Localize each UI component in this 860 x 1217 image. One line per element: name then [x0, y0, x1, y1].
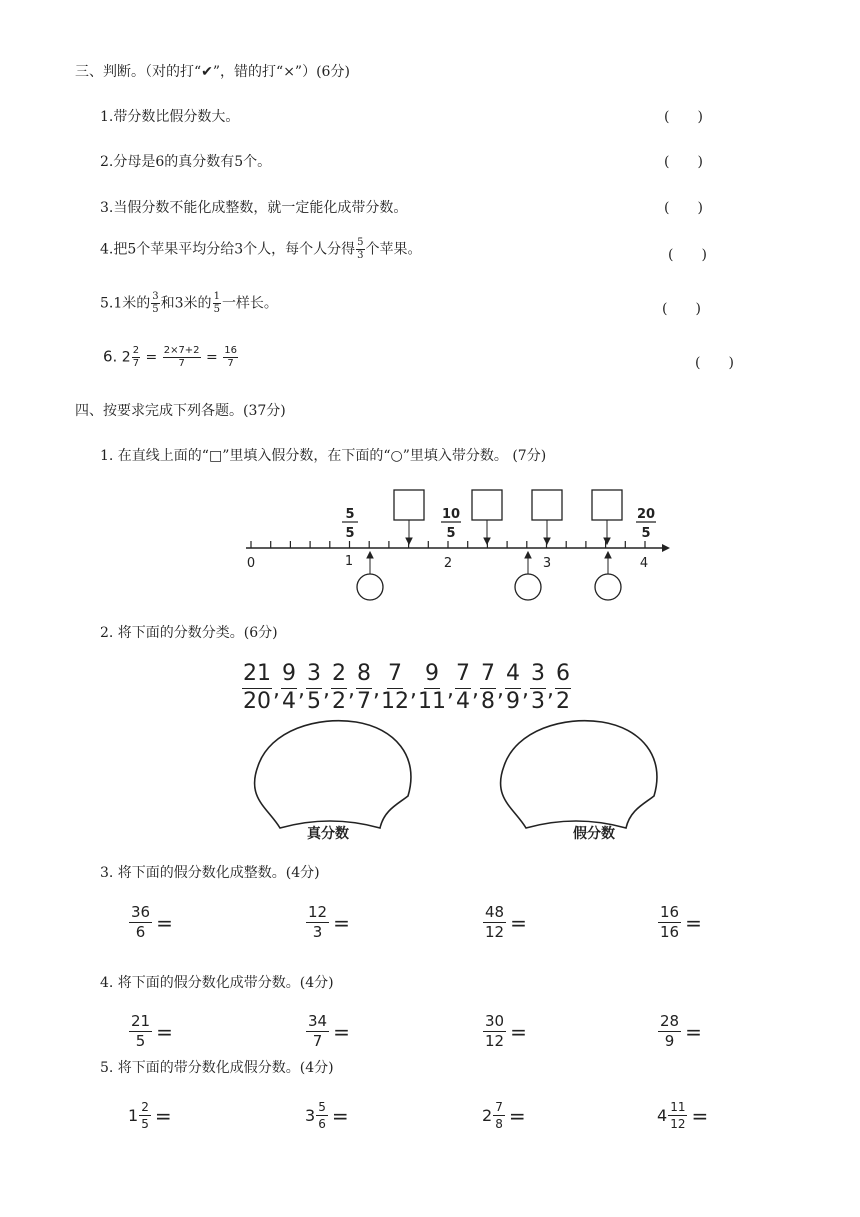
answer-box[interactable]: [592, 490, 622, 520]
q5-item: [305, 1101, 349, 1130]
equals-sign: =: [333, 1019, 350, 1044]
q3-item: [482, 905, 527, 940]
q2-text: 2. 将下面的分数分类。(6分): [100, 625, 278, 641]
up-arrows: [367, 552, 611, 574]
judge-item-5: [100, 292, 278, 315]
equals-sign: =: [510, 1019, 527, 1044]
comma: ,: [373, 677, 380, 702]
fraction: $\frac{5}{6}$: [318, 1100, 326, 1131]
equals-sign: =: [333, 910, 350, 935]
equals-sign: =: [508, 1103, 526, 1128]
frac-denominator: 5: [345, 526, 355, 541]
mixed-whole: 1: [128, 1106, 139, 1125]
equals-sign: =: [331, 1103, 349, 1128]
q4-text: 4. 将下面的假分数化成带分数。(4分): [100, 975, 334, 991]
answer-circle[interactable]: [357, 574, 383, 600]
set-label-improper: 假分数: [573, 826, 615, 842]
q4-item: [305, 1014, 350, 1049]
comma: ,: [410, 677, 417, 702]
comma: ,: [447, 677, 454, 702]
equals-sign: =: [510, 910, 527, 935]
mixed-whole: 4: [657, 1106, 668, 1125]
fraction-item: 7 8: [481, 663, 495, 709]
fraction: $\frac{3}{5}$: [152, 291, 159, 315]
ticks: [251, 541, 645, 548]
answer-paren-3[interactable]: ( ): [664, 200, 703, 216]
fraction: $\frac{1}{5}$: [213, 291, 220, 315]
item5-text-post: 一样长。: [221, 295, 278, 312]
q4-item: [657, 1014, 702, 1049]
fraction: $\frac{28}{9}$: [660, 1012, 680, 1050]
fraction: $\frac{2}{7}$: [132, 345, 140, 369]
equals-sign: =: [156, 910, 173, 935]
judge-item-3: 3.当假分数不能化成整数，就一定能化成带分数。: [100, 200, 408, 216]
fraction-item: 3 3: [531, 663, 545, 709]
section4-title: 四、按要求完成下列各题。(37分): [75, 403, 286, 419]
fraction-list: [242, 663, 571, 709]
comma: ,: [472, 677, 479, 702]
fraction: $\frac{36}{6}$: [131, 903, 151, 941]
q4-item: [128, 1014, 173, 1049]
answer-circle[interactable]: [515, 574, 541, 600]
frac-denominator: 5: [641, 526, 651, 541]
improper-fraction-set[interactable]: [501, 721, 657, 828]
fraction: $\frac{7}{8}$: [495, 1100, 503, 1131]
item5-text-pre: 5.1米的: [100, 295, 151, 312]
fraction-item: 4 9: [506, 663, 520, 709]
item4-text-pre: 4.把5个苹果平均分给3个人，每个人分得: [100, 241, 356, 258]
answer-box[interactable]: [472, 490, 502, 520]
q3-text: 3. 将下面的假分数化成整数。(4分): [100, 865, 320, 881]
tick-label: 1: [344, 554, 354, 569]
q5-item: [482, 1101, 526, 1130]
tick-label: 4: [639, 556, 649, 571]
comma: ,: [348, 677, 355, 702]
item6-number: 6.: [103, 347, 118, 366]
comma: ,: [298, 677, 305, 702]
item4-text-post: 个苹果。: [365, 241, 422, 258]
tick-labels: [247, 554, 648, 571]
fraction-item: 9 11: [418, 663, 446, 709]
comma: ,: [522, 677, 529, 702]
answer-box[interactable]: [394, 490, 424, 520]
answer-circles: [357, 574, 621, 600]
q5-item: [128, 1101, 172, 1130]
q1-text: 1. 在直线上面的“□”里填入假分数，在下面的“○”里填入带分数。 (7分): [100, 448, 547, 464]
boxes: [394, 490, 622, 520]
answer-paren-6[interactable]: ( ): [695, 355, 734, 371]
frac-numerator: 20: [636, 507, 656, 522]
comma: ,: [547, 677, 554, 702]
proper-fraction-set[interactable]: [255, 721, 411, 828]
equals-sign: =: [206, 349, 218, 366]
fraction-item: 3 5: [307, 663, 321, 709]
down-arrows: [406, 520, 610, 544]
q4-item: [482, 1014, 527, 1049]
judge-item-6: [103, 346, 239, 369]
fraction: $\frac{21}{5}$: [131, 1012, 151, 1050]
comma: ,: [497, 677, 504, 702]
fraction: $\frac{12}{3}$: [308, 903, 328, 941]
q3-item: [128, 905, 173, 940]
fraction: $\frac{11}{12}$: [670, 1100, 686, 1131]
answer-paren-1[interactable]: ( ): [664, 109, 703, 125]
equals-sign: =: [685, 1019, 702, 1044]
fraction: $\frac{48}{12}$: [485, 903, 505, 941]
q5-item: [657, 1101, 708, 1130]
fraction: $\frac{16}{16}$: [660, 903, 680, 941]
equals-sign: =: [685, 910, 702, 935]
equals-sign: =: [691, 1103, 709, 1128]
set-label-proper: 真分数: [307, 826, 349, 842]
comma: ,: [273, 677, 280, 702]
answer-box[interactable]: [532, 490, 562, 520]
judge-item-1: 1.带分数比假分数大。: [100, 109, 240, 125]
equals-sign: =: [156, 1019, 173, 1044]
arrow-head: [662, 544, 670, 552]
answer-paren-4[interactable]: ( ): [668, 247, 707, 263]
classification-sets: [248, 718, 668, 848]
number-line-diagram: [240, 486, 670, 606]
q3-item: [305, 905, 350, 940]
frac-numerator: 5: [345, 507, 355, 522]
frac-numerator: 10: [441, 507, 461, 522]
fraction-item: 7 4: [456, 663, 470, 709]
frac-denominator: 5: [446, 526, 456, 541]
equals-sign: =: [145, 349, 158, 366]
answer-circle[interactable]: [595, 574, 621, 600]
tick-label: 0: [246, 556, 256, 571]
q3-item: [657, 905, 702, 940]
fraction: $\frac{2\times 7+2}{7}$: [163, 345, 200, 369]
fraction: $\frac{30}{12}$: [485, 1012, 505, 1050]
tick-label: 2: [443, 556, 453, 571]
equals-sign: =: [154, 1103, 172, 1128]
fraction: $\frac{34}{7}$: [308, 1012, 328, 1050]
item5-text-mid: 和3米的: [160, 295, 212, 312]
mixed-whole: 2: [482, 1106, 493, 1125]
section3-title: 三、判断。（对的打“✔”，错的打“×”）(6分): [75, 64, 350, 80]
fraction-item: 9 4: [282, 663, 296, 709]
answer-paren-2[interactable]: ( ): [664, 154, 703, 170]
fraction-item: 2 2: [332, 663, 346, 709]
fraction-item: 21 20: [243, 663, 271, 709]
comma: ,: [323, 677, 330, 702]
fraction-item: 8 7: [357, 663, 371, 709]
fraction: $\frac{2}{5}$: [141, 1100, 149, 1131]
answer-paren-5[interactable]: ( ): [662, 301, 701, 317]
mixed-whole: 3: [305, 1106, 316, 1125]
tick-label: 3: [542, 556, 552, 571]
fraction-item: 7 12: [381, 663, 409, 709]
judge-item-2: 2.分母是6的真分数有5个。: [100, 154, 272, 170]
fraction: $\frac{5}{3}$: [357, 237, 364, 261]
fraction: $\frac{16}{7}$: [224, 345, 237, 369]
q5-text: 5. 将下面的带分数化成假分数。(4分): [100, 1060, 334, 1076]
judge-item-4: [100, 238, 422, 261]
mixed-whole: 2: [121, 349, 131, 366]
fraction-item: 6 2: [556, 663, 570, 709]
